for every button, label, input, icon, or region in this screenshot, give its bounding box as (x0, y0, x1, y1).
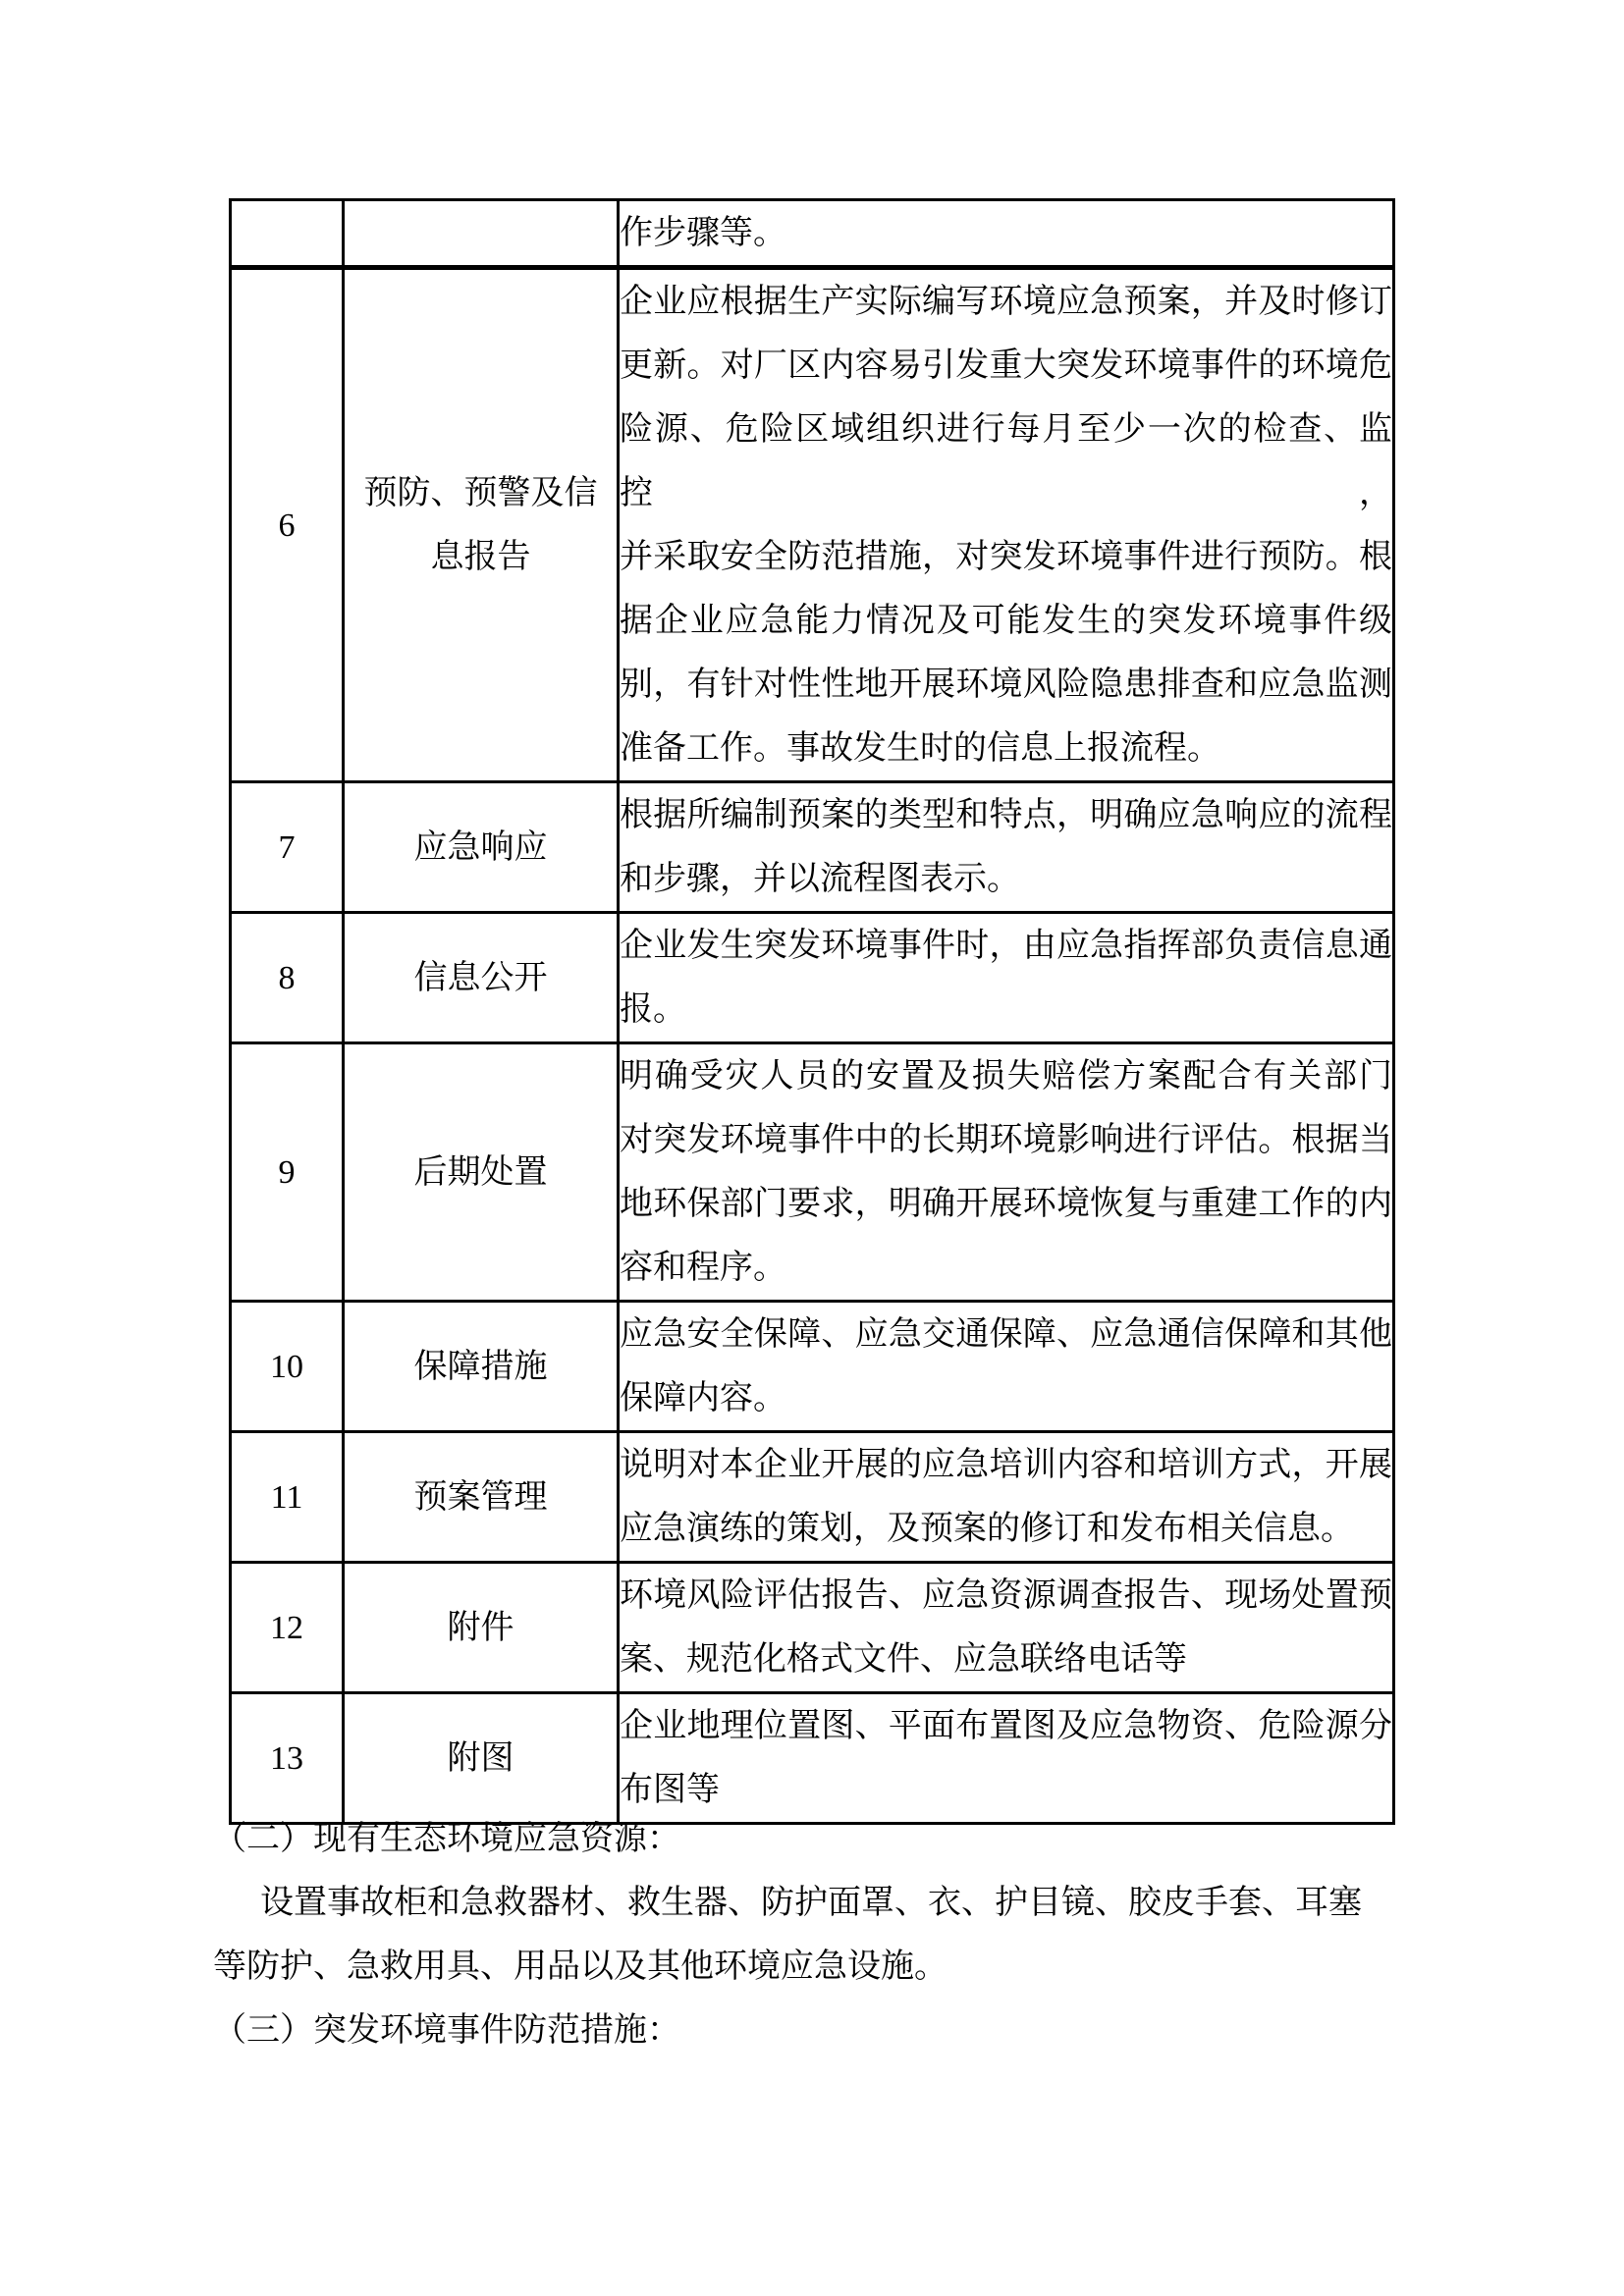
desc-line: 布图等 (620, 1772, 720, 1808)
row-title-cell (344, 1693, 619, 1824)
row-desc-cell (619, 268, 1394, 782)
row-title-line: 后期处置 (413, 1153, 548, 1191)
desc-line: 明确受灾人员的安置及损失赔偿方案配合有关部门 (620, 1058, 1392, 1095)
row-number-cell: 11 (231, 1432, 344, 1563)
row-number-cell (231, 200, 344, 268)
desc-line: 并采取安全防范措施，对突发环境事件进行预防。根 (620, 539, 1392, 575)
row-number-cell: 7 (231, 782, 344, 913)
desc-line: 报。 (620, 991, 686, 1028)
row-number-cell: 9 (231, 1043, 344, 1302)
row-number-cell: 8 (231, 913, 344, 1043)
row-desc-cell (619, 782, 1394, 913)
row-title-line: 预案管理 (413, 1478, 548, 1516)
desc-line: 准备工作。事故发生时的信息上报流程。 (620, 730, 1220, 767)
emergency-plan-table (229, 198, 1395, 1825)
row-title-cell (344, 913, 619, 1043)
table-row (231, 268, 1394, 782)
row-desc-cell (619, 200, 1394, 268)
desc-line: 容和程序。 (620, 1250, 786, 1286)
table-row (231, 782, 1394, 913)
row-desc-cell (619, 913, 1394, 1043)
desc-line: 应急演练的策划，及预案的修订和发布相关信息。 (620, 1511, 1354, 1547)
row-title-cell (344, 782, 619, 913)
table-row (231, 913, 1394, 1043)
row-desc-cell (619, 1043, 1394, 1302)
row-title-cell (344, 268, 619, 782)
row-title-line: 应急响应 (413, 828, 548, 866)
desc-line: 和步骤，并以流程图表示。 (620, 861, 1020, 897)
section-heading-3: （三）突发环境事件防范措施： (213, 2012, 680, 2049)
body-line: 设置事故柜和急救器材、救生器、防护面罩、衣、护目镜、胶皮手套、耳塞 (260, 1885, 1362, 1921)
row-number-cell: 10 (231, 1302, 344, 1432)
section-heading-2: （二）现有生态环境应急资源： (213, 1821, 680, 1857)
row-title-line: 附图 (447, 1739, 514, 1777)
row-number-cell: 13 (231, 1693, 344, 1824)
desc-line: 作步骤等。 (620, 215, 786, 251)
table-row (231, 1432, 1394, 1563)
desc-line: 环境风险评估报告、应急资源调查报告、现场处置预 (620, 1577, 1392, 1614)
desc-line: 根据所编制预案的类型和特点，明确应急响应的流程 (620, 797, 1392, 833)
desc-line: 更新。对厂区内容易引发重大突发环境事件的环境危 (620, 347, 1392, 384)
desc-line: 据企业应急能力情况及可能发生的突发环境事件级 (620, 603, 1392, 639)
desc-line: 应急安全保障、应急交通保障、应急通信保障和其他 (620, 1316, 1392, 1353)
desc-line: 险源、危险区域组织进行每月至少一次的检查、监控， (620, 411, 1392, 511)
row-title-cell (344, 1432, 619, 1563)
table-row (231, 1302, 1394, 1432)
row-title-line: 预防、预警及信 (363, 475, 598, 511)
row-desc-cell (619, 1563, 1394, 1693)
row-title-line: 息报告 (430, 539, 531, 575)
desc-line: 地环保部门要求，明确开展环境恢复与重建工作的内 (620, 1186, 1392, 1222)
table-row (231, 1043, 1394, 1302)
desc-line: 企业应根据生产实际编写环境应急预案，并及时修订 (620, 284, 1392, 320)
desc-line: 说明对本企业开展的应急培训内容和培训方式，开展 (620, 1447, 1392, 1483)
row-title-line: 保障措施 (413, 1348, 548, 1385)
desc-line: 保障内容。 (620, 1380, 786, 1416)
row-title-cell (344, 200, 619, 268)
desc-line: 企业地理位置图、平面布置图及应急物资、危险源分 (620, 1708, 1392, 1744)
desc-line: 案、规范化格式文件、应急联络电话等 (620, 1641, 1187, 1678)
row-desc-cell (619, 1302, 1394, 1432)
row-title-cell (344, 1563, 619, 1693)
desc-line: 别，有针对性性地开展环境风险隐患排查和应急监测 (620, 667, 1392, 703)
row-title-line: 信息公开 (413, 959, 548, 996)
row-title-line: 附件 (447, 1609, 514, 1646)
row-title-cell (344, 1302, 619, 1432)
row-desc-cell (619, 1432, 1394, 1563)
body-text-block (213, 1807, 1394, 2062)
row-desc-cell (619, 1693, 1394, 1824)
table-row (231, 1563, 1394, 1693)
desc-line: 企业发生突发环境事件时，由应急指挥部负责信息通 (620, 928, 1392, 964)
row-number-cell: 12 (231, 1563, 344, 1693)
row-number-cell: 6 (231, 268, 344, 782)
desc-line: 对突发环境事件中的长期环境影响进行评估。根据当 (620, 1122, 1392, 1158)
table-row (231, 200, 1394, 268)
row-title-cell (344, 1043, 619, 1302)
body-line: 等防护、急救用具、用品以及其他环境应急设施。 (213, 1949, 947, 1985)
table-row (231, 1693, 1394, 1824)
